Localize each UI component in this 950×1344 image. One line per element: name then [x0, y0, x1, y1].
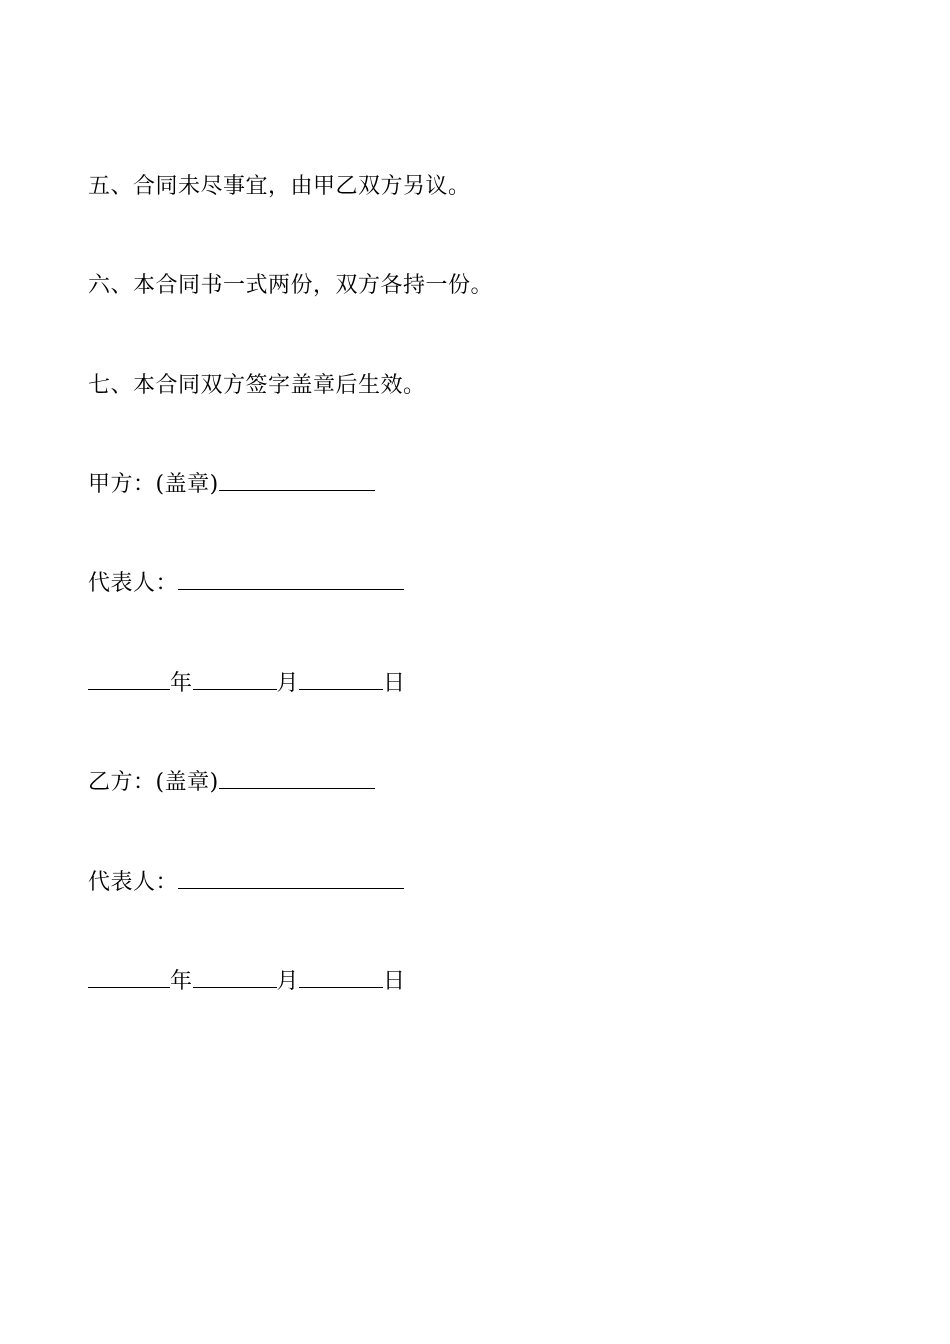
clause-5: 五、合同未尽事宜，由甲乙双方另议。	[88, 174, 471, 199]
party-a-rep-line	[88, 569, 404, 599]
party-b-rep-blank[interactable]	[178, 868, 404, 889]
party-a-rep-blank[interactable]	[178, 569, 404, 590]
party-a-seal-label: 甲方：(盖章)	[88, 472, 219, 497]
party-a-year-blank[interactable]	[88, 669, 170, 690]
party-a-year-label: 年	[170, 671, 193, 696]
clause-6: 六、本合同书一式两份，双方各持一份。	[88, 273, 494, 298]
party-b-year-label: 年	[170, 969, 193, 994]
party-a-rep-label: 代表人：	[88, 571, 179, 596]
party-b-rep-label: 代表人：	[88, 870, 179, 895]
party-b-year-blank[interactable]	[88, 967, 170, 988]
party-a-seal-blank[interactable]	[219, 470, 375, 491]
party-b-rep-line	[88, 868, 404, 898]
party-a-day-blank[interactable]	[299, 669, 383, 690]
party-b-month-label: 月	[276, 969, 300, 994]
party-b-date-line	[88, 967, 406, 997]
party-a-seal-line	[88, 470, 375, 500]
party-b-seal-blank[interactable]	[219, 768, 375, 789]
party-b-seal-line	[88, 768, 375, 798]
clause-7: 七、本合同双方签字盖章后生效。	[88, 373, 426, 398]
party-b-day-blank[interactable]	[299, 967, 383, 988]
party-b-seal-label: 乙方：(盖章)	[88, 770, 219, 795]
party-a-date-line	[88, 669, 406, 699]
party-a-day-label: 日	[383, 671, 406, 696]
party-a-month-blank[interactable]	[193, 669, 277, 690]
party-b-day-label: 日	[383, 969, 406, 994]
party-b-month-blank[interactable]	[193, 967, 277, 988]
party-a-month-label: 月	[276, 671, 300, 696]
